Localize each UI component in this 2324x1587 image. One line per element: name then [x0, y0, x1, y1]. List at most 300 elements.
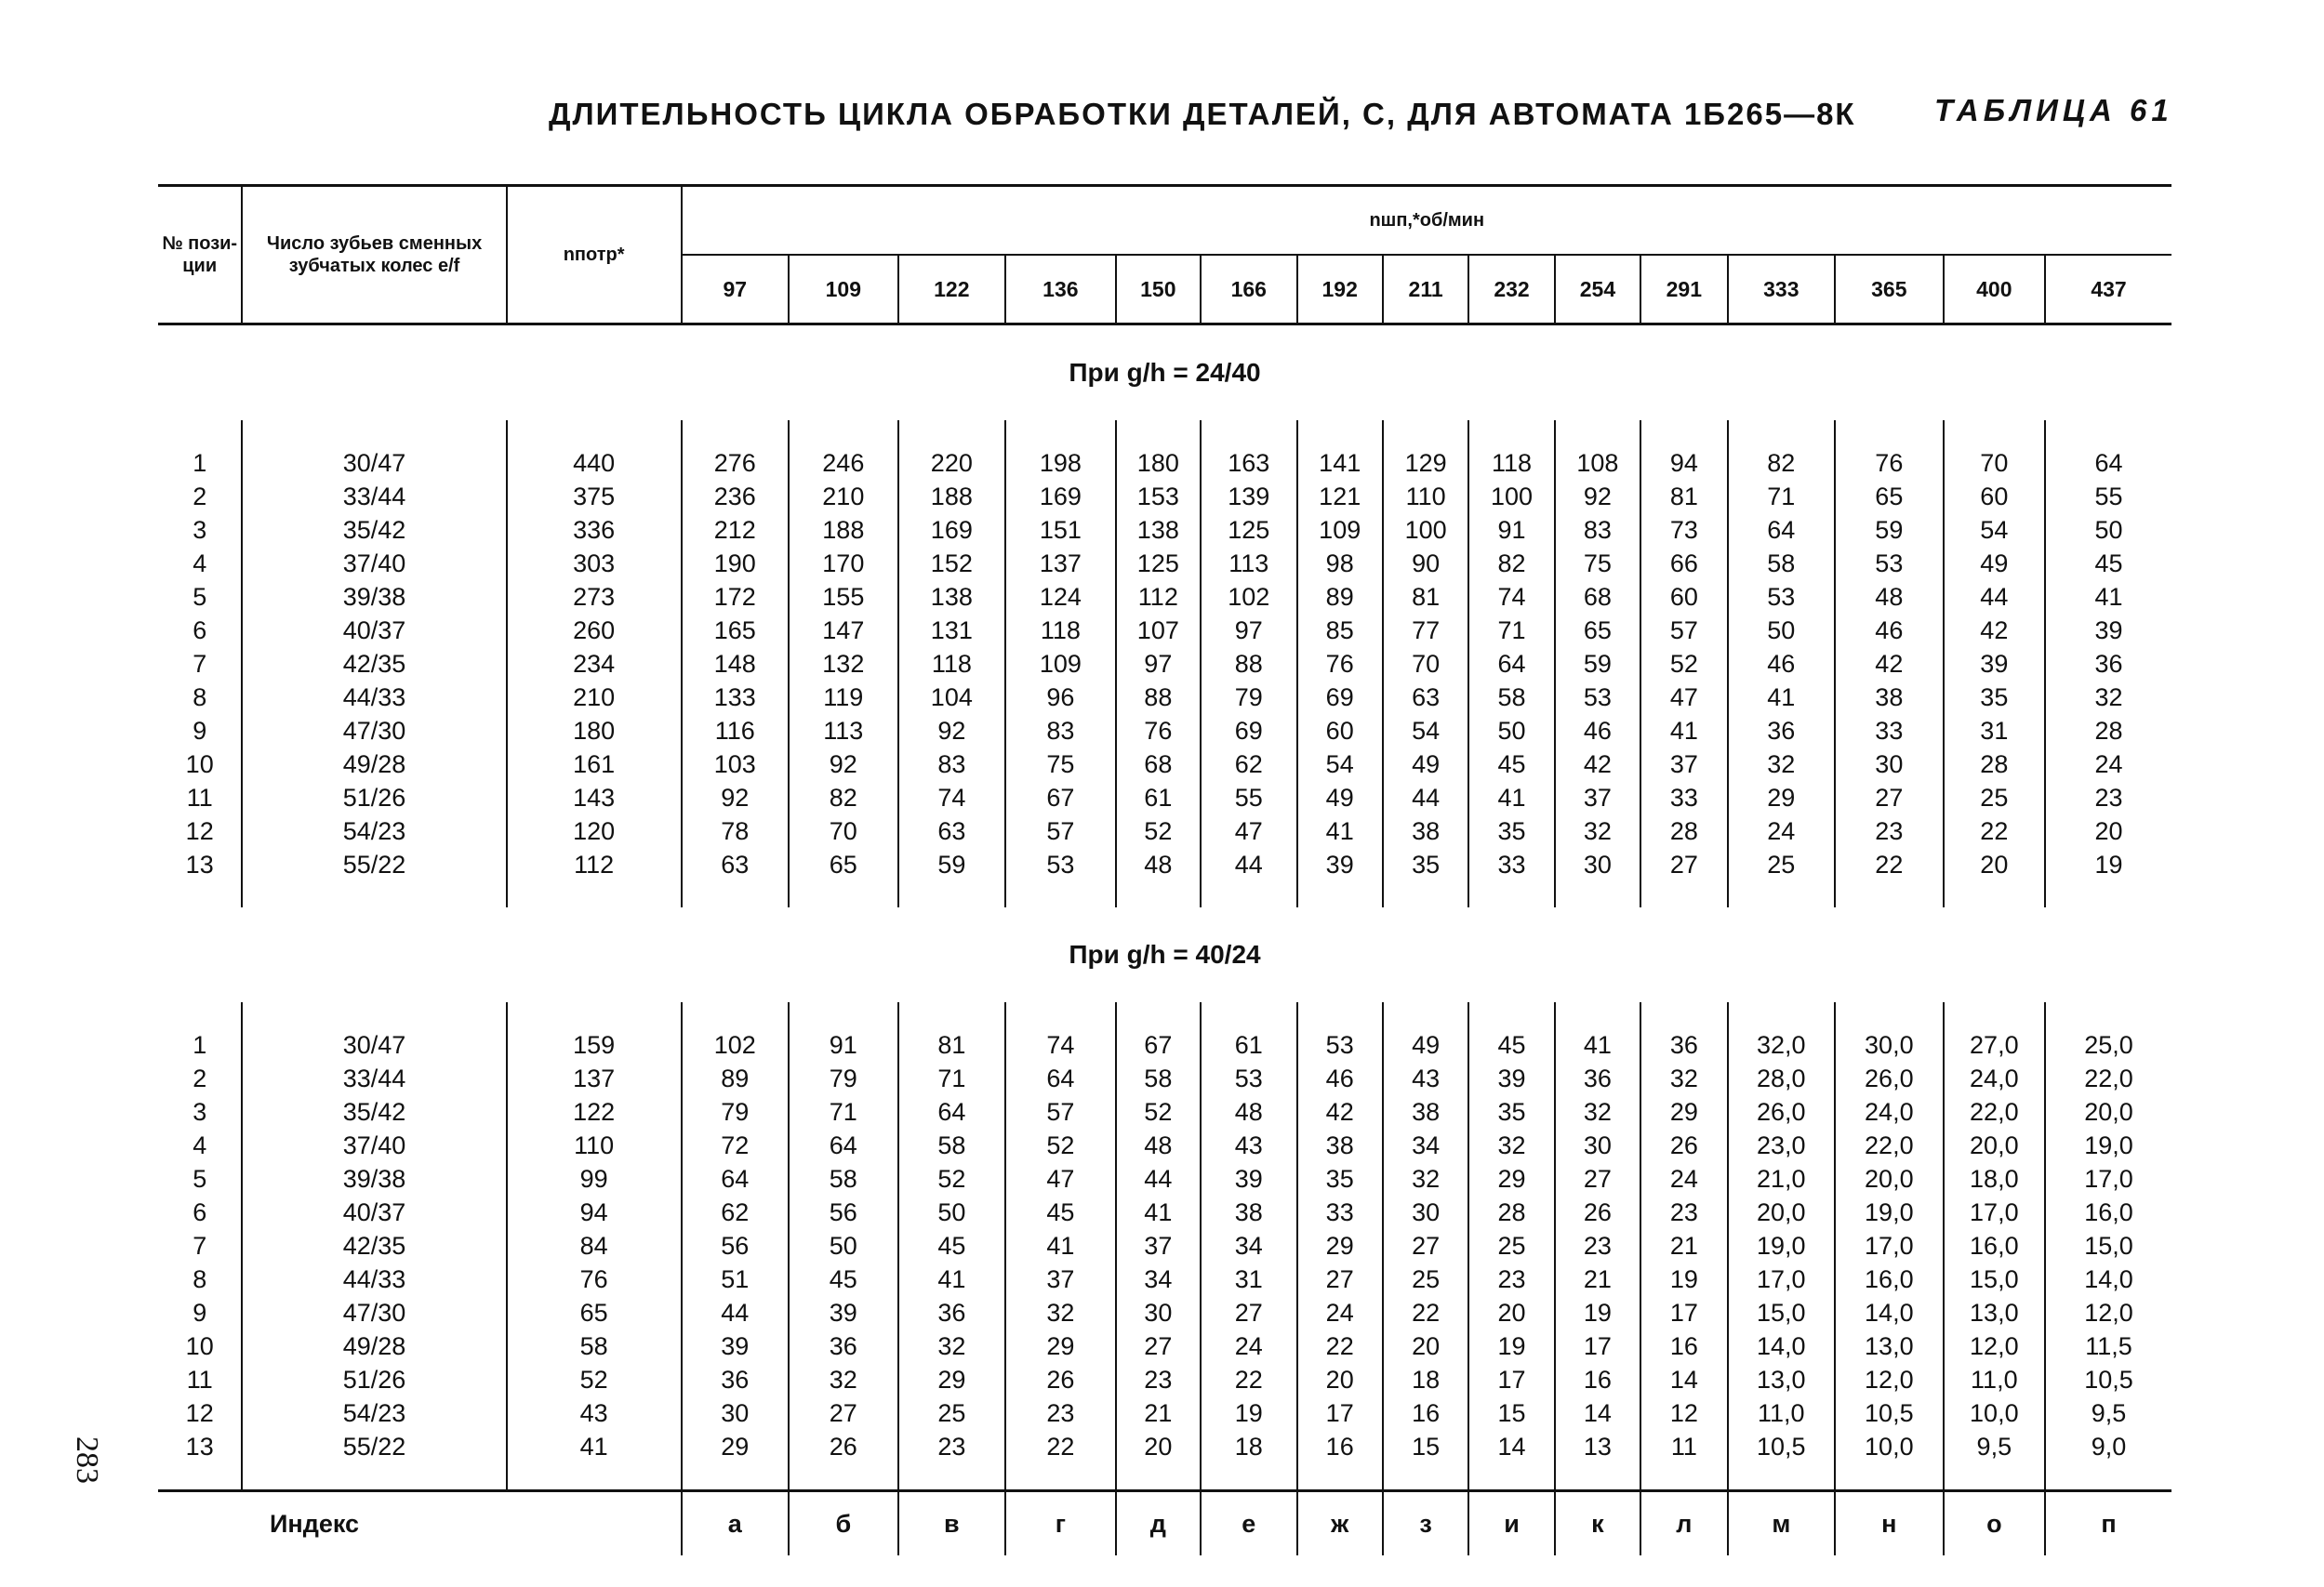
cycle-time-cell: 77 — [1383, 614, 1468, 647]
cycle-time-cell: 31 — [1944, 714, 2045, 747]
index-cell: а — [682, 1491, 790, 1556]
cycle-time-cell: 59 — [1555, 647, 1640, 681]
cycle-time-cell: 71 — [789, 1095, 898, 1129]
npotr-cell: 94 — [507, 1196, 682, 1229]
gear-teeth-cell: 42/35 — [242, 1229, 506, 1263]
cycle-time-cell: 100 — [1383, 513, 1468, 547]
gear-teeth-cell: 35/42 — [242, 1095, 506, 1129]
cycle-time-cell: 16,0 — [1835, 1263, 1944, 1296]
npotr-cell: 110 — [507, 1129, 682, 1162]
cycle-time-cell: 27 — [1383, 1229, 1468, 1263]
cycle-time-cell: 54 — [1944, 513, 2045, 547]
position-cell: 10 — [185, 1332, 214, 1360]
cycle-time-cell: 14,0 — [2045, 1263, 2171, 1296]
header-speed-cell: 97 — [682, 255, 790, 324]
cycle-time-cell: 35 — [1297, 1162, 1383, 1196]
cycle-time-cell: 33 — [1297, 1196, 1383, 1229]
cycle-time-cell: 70 — [1944, 446, 2045, 480]
cycle-time-cell: 68 — [1116, 747, 1201, 781]
gap-cell — [1005, 1002, 1116, 1028]
cycle-time-cell: 74 — [1005, 1028, 1116, 1062]
cycle-time-cell: 104 — [898, 681, 1006, 714]
header-speed-cell: 400 — [1944, 255, 2045, 324]
index-row — [158, 1491, 2171, 1556]
cycle-time-cell: 65 — [1555, 614, 1640, 647]
cycle-time-cell: 27 — [1116, 1329, 1201, 1363]
cycle-time-cell: 37 — [1116, 1229, 1201, 1263]
cycle-time-cell: 38 — [1383, 1095, 1468, 1129]
cycle-time-cell: 152 — [898, 547, 1006, 580]
cycle-time-cell: 34 — [1116, 1263, 1201, 1296]
cycle-time-cell: 79 — [789, 1062, 898, 1095]
npotr-cell: 120 — [507, 814, 682, 848]
gap-cell — [1383, 1463, 1468, 1491]
index-cell: п — [2045, 1491, 2171, 1556]
cycle-time-cell: 61 — [1116, 781, 1201, 814]
position-cell: 7 — [193, 1232, 207, 1260]
cycle-time-cell: 63 — [682, 848, 790, 881]
cycle-time-cell: 28 — [1944, 747, 2045, 781]
table-row — [158, 848, 2171, 881]
gap-cell — [1835, 420, 1944, 446]
cycle-time-cell: 88 — [1201, 647, 1296, 681]
cycle-time-cell: 29 — [1728, 781, 1836, 814]
cycle-time-cell: 110 — [1383, 480, 1468, 513]
cycle-time-cell: 57 — [1005, 1095, 1116, 1129]
gap-cell — [1944, 1002, 2045, 1028]
cycle-time-cell: 9,0 — [2045, 1430, 2171, 1463]
cycle-time-cell: 17 — [1297, 1396, 1383, 1430]
cycle-time-cell: 73 — [1640, 513, 1727, 547]
cycle-time-table-container — [158, 184, 2171, 1555]
position-cell: 9 — [193, 717, 207, 745]
gap-cell — [507, 420, 682, 446]
gap-cell — [158, 420, 242, 446]
cycle-time-cell: 59 — [1835, 513, 1944, 547]
gap-cell — [242, 881, 506, 907]
gap-cell — [1555, 420, 1640, 446]
cycle-time-cell: 31 — [1201, 1263, 1296, 1296]
header-speed-cell: 109 — [789, 255, 898, 324]
header-speed-cell: 136 — [1005, 255, 1116, 324]
cycle-time-cell: 53 — [1005, 848, 1116, 881]
cycle-time-cell: 46 — [1555, 714, 1640, 747]
cycle-time-cell: 18 — [1383, 1363, 1468, 1396]
cycle-time-cell: 68 — [1555, 580, 1640, 614]
index-cell: к — [1555, 1491, 1640, 1556]
npotr-cell: 143 — [507, 781, 682, 814]
cycle-time-cell: 118 — [1468, 446, 1554, 480]
table-row — [158, 1229, 2171, 1263]
cycle-time-cell: 29 — [1640, 1095, 1727, 1129]
gear-teeth-cell: 54/23 — [242, 814, 506, 848]
gap-cell — [1116, 881, 1201, 907]
cycle-time-cell: 91 — [789, 1028, 898, 1062]
cycle-time-cell: 25 — [1728, 848, 1836, 881]
cycle-time-cell: 65 — [789, 848, 898, 881]
cycle-time-cell: 26 — [1005, 1363, 1116, 1396]
section-header-row — [158, 907, 2171, 1002]
header-speed-cell: 150 — [1116, 255, 1201, 324]
cycle-time-cell: 109 — [1005, 647, 1116, 681]
gear-teeth-cell: 39/38 — [242, 580, 506, 614]
cycle-time-cell: 36 — [682, 1363, 790, 1396]
cycle-time-cell: 16,0 — [2045, 1196, 2171, 1229]
gear-teeth-cell: 33/44 — [242, 1062, 506, 1095]
cycle-time-cell: 11 — [1640, 1430, 1727, 1463]
gap-cell — [1468, 420, 1554, 446]
cycle-time-cell: 36 — [1555, 1062, 1640, 1095]
header-gear-teeth: Число зубьев сменных зубчатых колес e/f — [242, 186, 506, 324]
cycle-time-cell: 17 — [1468, 1363, 1554, 1396]
table-row — [158, 614, 2171, 647]
gap-cell — [2045, 1002, 2171, 1028]
gap-cell — [1297, 1002, 1383, 1028]
cycle-time-cell: 133 — [682, 681, 790, 714]
cycle-time-cell: 48 — [1116, 1129, 1201, 1162]
cycle-time-cell: 155 — [789, 580, 898, 614]
index-cell: е — [1201, 1491, 1296, 1556]
cycle-time-cell: 48 — [1835, 580, 1944, 614]
cycle-time-cell: 26,0 — [1835, 1062, 1944, 1095]
cycle-time-cell: 220 — [898, 446, 1006, 480]
cycle-time-cell: 58 — [1728, 547, 1836, 580]
position-cell: 8 — [193, 683, 207, 711]
cycle-time-cell: 163 — [1201, 446, 1296, 480]
cycle-time-cell: 16 — [1383, 1396, 1468, 1430]
gap-cell — [1468, 1463, 1554, 1491]
gap-cell — [1555, 1002, 1640, 1028]
cycle-time-cell: 47 — [1640, 681, 1727, 714]
cycle-time-cell: 67 — [1005, 781, 1116, 814]
cycle-time-cell: 58 — [1116, 1062, 1201, 1095]
cycle-time-cell: 11,0 — [1944, 1363, 2045, 1396]
cycle-time-cell: 20,0 — [1835, 1162, 1944, 1196]
cycle-time-cell: 118 — [1005, 614, 1116, 647]
cycle-time-cell: 60 — [1297, 714, 1383, 747]
cycle-time-cell: 39 — [2045, 614, 2171, 647]
cycle-time-cell: 13,0 — [1835, 1329, 1944, 1363]
table-row — [158, 1062, 2171, 1095]
cycle-time-cell: 60 — [1640, 580, 1727, 614]
gap-cell — [242, 1002, 506, 1028]
cycle-time-cell: 69 — [1297, 681, 1383, 714]
cycle-time-cell: 42 — [1944, 614, 2045, 647]
cycle-time-cell: 41 — [1116, 1196, 1201, 1229]
cycle-time-cell: 124 — [1005, 580, 1116, 614]
cycle-time-cell: 52 — [1640, 647, 1727, 681]
cycle-time-cell: 57 — [1005, 814, 1116, 848]
cycle-time-cell: 41 — [1555, 1028, 1640, 1062]
gap-cell — [1640, 1002, 1727, 1028]
cycle-time-cell: 212 — [682, 513, 790, 547]
cycle-time-cell: 24,0 — [1835, 1095, 1944, 1129]
cycle-time-cell: 41 — [1297, 814, 1383, 848]
gap-cell — [1297, 420, 1383, 446]
cycle-time-cell: 26,0 — [1728, 1095, 1836, 1129]
cycle-time-cell: 56 — [789, 1196, 898, 1229]
gap-cell — [898, 881, 1006, 907]
cycle-time-cell: 23 — [2045, 781, 2171, 814]
cycle-time-cell: 131 — [898, 614, 1006, 647]
cycle-time-cell: 22 — [1383, 1296, 1468, 1329]
index-cell: з — [1383, 1491, 1468, 1556]
cycle-time-cell: 43 — [1201, 1129, 1296, 1162]
cycle-time-cell: 169 — [898, 513, 1006, 547]
gap-cell — [1383, 420, 1468, 446]
cycle-time-cell: 63 — [898, 814, 1006, 848]
cycle-time-cell: 13,0 — [1728, 1363, 1836, 1396]
npotr-cell: 99 — [507, 1162, 682, 1196]
index-cell: д — [1116, 1491, 1201, 1556]
cycle-time-cell: 14 — [1468, 1430, 1554, 1463]
cycle-time-cell: 28,0 — [1728, 1062, 1836, 1095]
gear-teeth-cell: 40/37 — [242, 614, 506, 647]
cycle-time-cell: 39 — [1201, 1162, 1296, 1196]
section-end-gap — [158, 1463, 2171, 1491]
cycle-time-cell: 81 — [1640, 480, 1727, 513]
cycle-time-cell: 67 — [1116, 1028, 1201, 1062]
position-cell: 2 — [193, 483, 207, 510]
gap-cell — [1297, 881, 1383, 907]
cycle-time-cell: 41 — [1728, 681, 1836, 714]
gap-cell — [2045, 881, 2171, 907]
gear-teeth-cell: 42/35 — [242, 647, 506, 681]
cycle-time-cell: 90 — [1383, 547, 1468, 580]
position-cell: 12 — [185, 817, 214, 845]
table-row — [158, 1363, 2171, 1396]
cycle-time-table — [158, 184, 2171, 1555]
cycle-time-cell: 83 — [898, 747, 1006, 781]
cycle-time-cell: 26 — [789, 1430, 898, 1463]
cycle-time-cell: 23 — [1555, 1229, 1640, 1263]
position-cell: 13 — [185, 1433, 214, 1461]
cycle-time-cell: 132 — [789, 647, 898, 681]
cycle-time-cell: 42 — [1835, 647, 1944, 681]
cycle-time-cell: 12,0 — [1835, 1363, 1944, 1396]
position-cell: 3 — [193, 516, 207, 544]
cycle-time-cell: 17 — [1555, 1329, 1640, 1363]
cycle-time-cell: 58 — [789, 1162, 898, 1196]
npotr-cell: 440 — [507, 446, 682, 480]
table-row — [158, 1028, 2171, 1062]
cycle-time-cell: 50 — [2045, 513, 2171, 547]
cycle-time-cell: 35 — [1944, 681, 2045, 714]
npotr-cell: 303 — [507, 547, 682, 580]
header-speed-cell: 291 — [1640, 255, 1727, 324]
gear-teeth-cell: 33/44 — [242, 480, 506, 513]
cycle-time-cell: 23 — [1468, 1263, 1554, 1296]
gap-cell — [1944, 420, 2045, 446]
cycle-time-cell: 116 — [682, 714, 790, 747]
cycle-time-cell: 22 — [1944, 814, 2045, 848]
gap-cell — [898, 1463, 1006, 1491]
cycle-time-cell: 12,0 — [1944, 1329, 2045, 1363]
cycle-time-cell: 36 — [1640, 1028, 1727, 1062]
index-cell: л — [1640, 1491, 1727, 1556]
gap-cell — [507, 1463, 682, 1491]
cycle-time-cell: 39 — [789, 1296, 898, 1329]
cycle-time-cell: 92 — [682, 781, 790, 814]
cycle-time-cell: 30 — [682, 1396, 790, 1430]
cycle-time-cell: 14 — [1640, 1363, 1727, 1396]
cycle-time-cell: 53 — [1201, 1062, 1296, 1095]
cycle-time-cell: 27 — [1201, 1296, 1296, 1329]
cycle-time-cell: 29 — [682, 1430, 790, 1463]
cycle-time-cell: 50 — [1728, 614, 1836, 647]
gap-cell — [1944, 881, 2045, 907]
table-row — [158, 1196, 2171, 1229]
cycle-time-cell: 83 — [1555, 513, 1640, 547]
cycle-time-cell: 129 — [1383, 446, 1468, 480]
table-row — [158, 1263, 2171, 1296]
section-header-row — [158, 324, 2171, 421]
cycle-time-cell: 10,5 — [1835, 1396, 1944, 1430]
cycle-time-cell: 16 — [1640, 1329, 1727, 1363]
cycle-time-cell: 30 — [1835, 747, 1944, 781]
table-footer — [158, 1491, 2171, 1556]
cycle-time-cell: 82 — [789, 781, 898, 814]
cycle-time-cell: 23 — [1835, 814, 1944, 848]
npotr-cell: 210 — [507, 681, 682, 714]
gear-teeth-cell: 44/33 — [242, 681, 506, 714]
index-cell: б — [789, 1491, 898, 1556]
index-cell: м — [1728, 1491, 1836, 1556]
cycle-time-cell: 30 — [1383, 1196, 1468, 1229]
gap-cell — [1201, 881, 1296, 907]
gear-teeth-cell: 30/47 — [242, 1028, 506, 1062]
table-row — [158, 747, 2171, 781]
cycle-time-cell: 18 — [1201, 1430, 1296, 1463]
cycle-time-cell: 21,0 — [1728, 1162, 1836, 1196]
cycle-time-cell: 92 — [789, 747, 898, 781]
cycle-time-cell: 71 — [1468, 614, 1554, 647]
cycle-time-cell: 37 — [1640, 747, 1727, 781]
gap-cell — [1005, 1463, 1116, 1491]
index-label: Индекс — [270, 1509, 360, 1538]
cycle-time-cell: 36 — [898, 1296, 1006, 1329]
cycle-time-cell: 36 — [789, 1329, 898, 1363]
cycle-time-cell: 137 — [1005, 547, 1116, 580]
gap-cell — [1944, 1463, 2045, 1491]
cycle-time-cell: 188 — [789, 513, 898, 547]
gap-cell — [682, 881, 790, 907]
cycle-time-cell: 19 — [2045, 848, 2171, 881]
cycle-time-cell: 37 — [1005, 1263, 1116, 1296]
cycle-time-cell: 46 — [1297, 1062, 1383, 1095]
cycle-time-cell: 48 — [1116, 848, 1201, 881]
cycle-time-cell: 33 — [1835, 714, 1944, 747]
cycle-time-cell: 16 — [1297, 1430, 1383, 1463]
cycle-time-cell: 100 — [1468, 480, 1554, 513]
cycle-time-cell: 14,0 — [1728, 1329, 1836, 1363]
gear-teeth-cell: 37/40 — [242, 1129, 506, 1162]
gap-cell — [898, 420, 1006, 446]
cycle-time-cell: 172 — [682, 580, 790, 614]
cycle-time-cell: 53 — [1835, 547, 1944, 580]
cycle-time-cell: 22,0 — [1835, 1129, 1944, 1162]
cycle-time-cell: 121 — [1297, 480, 1383, 513]
cycle-time-cell: 32 — [1383, 1162, 1468, 1196]
cycle-time-cell: 39 — [1944, 647, 2045, 681]
cycle-time-cell: 14 — [1555, 1396, 1640, 1430]
cycle-time-cell: 17,0 — [1728, 1263, 1836, 1296]
cycle-time-cell: 35 — [1468, 1095, 1554, 1129]
cycle-time-cell: 39 — [1297, 848, 1383, 881]
gear-teeth-cell: 49/28 — [242, 1329, 506, 1363]
cycle-time-cell: 22 — [1297, 1329, 1383, 1363]
cycle-time-cell: 41 — [1640, 714, 1727, 747]
gap-cell — [1383, 1002, 1468, 1028]
cycle-time-cell: 44 — [1944, 580, 2045, 614]
page-title: ДЛИТЕЛЬНОСТЬ ЦИКЛА ОБРАБОТКИ ДЕТАЛЕЙ, С, ДЛЯ АВТОМАТА 1Б265—8К — [549, 97, 1856, 131]
gap-cell — [1201, 420, 1296, 446]
cycle-time-cell: 27 — [1835, 781, 1944, 814]
npotr-cell: 52 — [507, 1363, 682, 1396]
cycle-time-cell: 11,5 — [2045, 1329, 2171, 1363]
cycle-time-cell: 30 — [1116, 1296, 1201, 1329]
cycle-time-cell: 170 — [789, 547, 898, 580]
cycle-time-cell: 66 — [1640, 547, 1727, 580]
cycle-time-cell: 20 — [1944, 848, 2045, 881]
position-cell: 4 — [193, 549, 207, 577]
cycle-time-cell: 32 — [1728, 747, 1836, 781]
cycle-time-cell: 34 — [1383, 1129, 1468, 1162]
index-cell: ж — [1297, 1491, 1383, 1556]
cycle-time-cell: 27 — [1640, 848, 1727, 881]
gap-cell — [1728, 420, 1836, 446]
cycle-time-cell: 97 — [1116, 647, 1201, 681]
cycle-time-cell: 64 — [682, 1162, 790, 1196]
cycle-time-cell: 10,5 — [2045, 1363, 2171, 1396]
gap-cell — [1728, 881, 1836, 907]
cycle-time-cell: 52 — [1116, 1095, 1201, 1129]
npotr-cell: 137 — [507, 1062, 682, 1095]
cycle-time-cell: 45 — [2045, 547, 2171, 580]
cycle-time-cell: 71 — [1728, 480, 1836, 513]
cycle-time-cell: 78 — [682, 814, 790, 848]
cycle-time-cell: 74 — [1468, 580, 1554, 614]
cycle-time-cell: 34 — [1201, 1229, 1296, 1263]
cycle-time-cell: 32,0 — [1728, 1028, 1836, 1062]
cycle-time-cell: 33 — [1468, 848, 1554, 881]
cycle-time-cell: 20,0 — [1944, 1129, 2045, 1162]
header-speed-cell: 192 — [1297, 255, 1383, 324]
position-cell: 4 — [193, 1131, 207, 1159]
section-label: При g/h = 24/40 — [1069, 358, 1261, 387]
cycle-time-cell: 20 — [1468, 1296, 1554, 1329]
position-cell: 8 — [193, 1265, 207, 1293]
header-speed-cell: 211 — [1383, 255, 1468, 324]
cycle-time-cell: 41 — [1468, 781, 1554, 814]
gear-teeth-cell: 47/30 — [242, 1296, 506, 1329]
cycle-time-cell: 25 — [898, 1396, 1006, 1430]
cycle-time-cell: 57 — [1640, 614, 1727, 647]
section-label: При g/h = 40/24 — [1069, 940, 1261, 969]
cycle-time-cell: 92 — [898, 714, 1006, 747]
cycle-time-cell: 70 — [789, 814, 898, 848]
cycle-time-cell: 30 — [1555, 848, 1640, 881]
gap-cell — [158, 1002, 242, 1028]
cycle-time-cell: 148 — [682, 647, 790, 681]
cycle-time-cell: 64 — [789, 1129, 898, 1162]
cycle-time-cell: 56 — [682, 1229, 790, 1263]
gap-cell — [682, 1002, 790, 1028]
cycle-time-cell: 76 — [1116, 714, 1201, 747]
cycle-time-cell: 60 — [1944, 480, 2045, 513]
gap-cell — [1005, 420, 1116, 446]
header-speed-cell: 166 — [1201, 255, 1296, 324]
